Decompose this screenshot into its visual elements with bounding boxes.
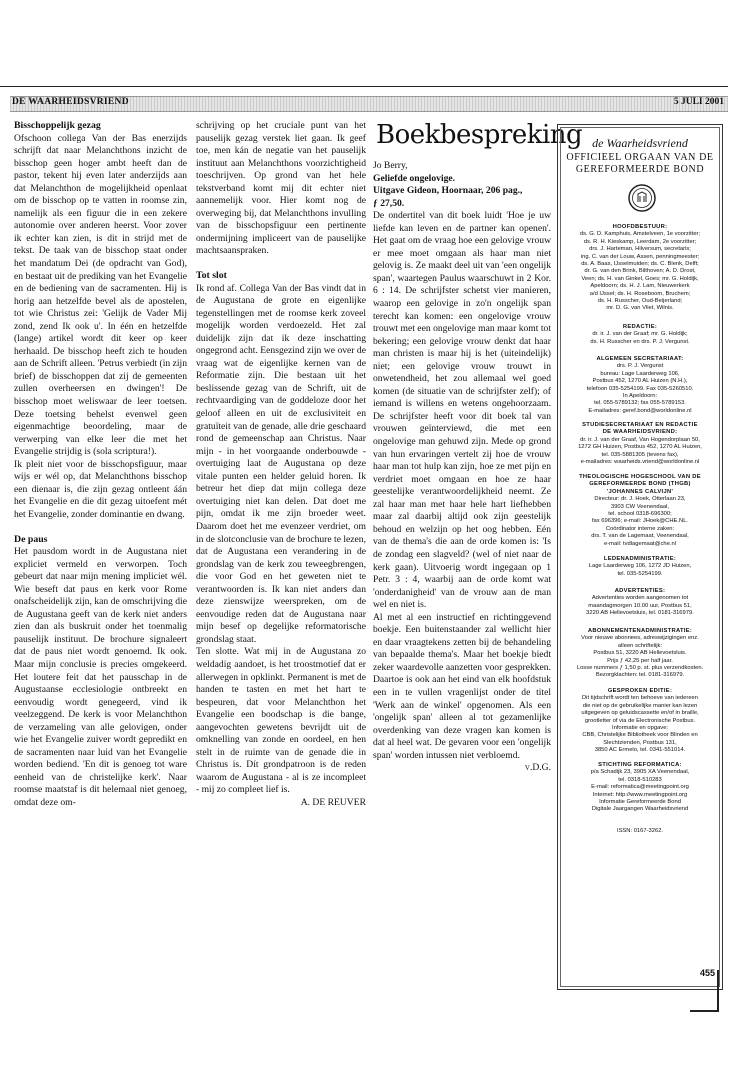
colophon-line: Postbus 51, 3220 AB Hellevoetsluis.: [593, 650, 687, 657]
colophon-line: ds. H. Russcher, Oud-Beijerland;: [597, 298, 683, 305]
colophon-line: tel. 0318-510283: [618, 776, 662, 783]
colophon-line: e-mail: tvdlagemaat@che.nl: [604, 540, 676, 547]
colophon-line: ds. G. D. Kamphuis, Amstelveen, 1e voorzitter;: [579, 231, 701, 238]
colophon-line: Losse nummers ƒ 1,50 p. st. plus verzendkosten.: [576, 665, 704, 672]
section-advertenties: [565, 588, 715, 618]
paragraph: Ik pleit niet voor de bisschopsfiguur, maar wijs er wél op, dat Melanchthons bisschop een dienaar is, die zijn gezag ontleent áán het Evangelie en die dit gezag uitoefent mét het Evangelie, zonder dominantie en dwang.: [14, 458, 187, 520]
colophon-line: Veen; ds. H. van Ginkel, Goes; mr. G. Holdijk,: [581, 275, 699, 282]
paragraph: De ondertitel van dit boek luidt 'Hoe je uw liefde kan leven en de partner kan openen'. Het gaat om de vraag hoe een gelovige vrouw er mee moet omgaan als haar man niet gelovig is. Ze maakt deel uit van 'een ongelijk span', waartegen Paulus waarschuwt in 2 Kor. 6 : 14. De schrijfster schetst vier manieren, waarop een gelovige in zo'n ongelijk span terecht kan komen: een ongelovige vrouw trouwt met een ongelovige man maar komt tot bekering; een gelovige vrouw denkt dat haar man christen is maar hij is het (uiteindelijk) niet; een gelovige vrouw trouwt in onwetendheid, het zou allemaal wel goed komen (de situatie van de schrijfster zelf); of iemand is willens en wetens ongehoorzaam. De schrijfster heeft voor dit boek tal van vrouwen geïnterviewd, die met een ongelovige man gehuwd zijn. Mede op grond van hun ervaringen vertelt zij hoe de vrouw haar man tot hulp kan zijn, hoe ze met pijn en verdriet moet omgaan en hoe ze haar geestelijke verantwoordelijkheid neemt. Ze zal haar man met haar hele hart liefhebben maar zal daarbij altijd ook zijn geestelijk behoud en welzijn op het oog hebben. Eén van de thema's die aan de orde komen is: 'Is de zondag een slagveld? (wel of niet naar de kerk gaan). Uitvoerig wordt ingegaan op 1 Petr. 3 : 4, waarbij aan de orde komt wat 'onderdanigheid' van de vrouw aan de man wel en niet is.: [373, 210, 551, 611]
section-heading: De paus: [14, 533, 48, 545]
colophon-line: Informatie Gereformeerde Bond: [599, 799, 681, 806]
colophon-heading: STICHTING REFORMATICA:: [598, 762, 682, 768]
paragraph: Ik rond af. Collega Van der Bas vindt dat in de Augustana de grote en eigenlijke tegenstellingen met de roomse kerk zoveel mogelijk worden verdoezeld. Het zal duidelijk zijn dat ik deze inschatting ongegrond acht. Eensgezind zijn we over de vraag wat de eigenlijke kernen van de Reformatie zijn. Die bestaan uit het beslissende gezag van de Schrift, uit de rechtvaardiging van de goddeloze door het geloof alleen en uit de exclusiviteit en gratuïteit van de genade, alle drie geschaard rond de gemeenschap aan Christus. Naar mijn - in het voorgaande onderbouwde - overtuiging laat de Augustana op deze vitale punten een helder geluid horen. Ik betreur het diep dat mijn collega deze overtuiging niet kan delen. Dat doet me pijn, omdat ik me zijn broeder weet. Daarom doet het me evenzeer verdriet, om in de slotconclusie van de brochure te lezen, dat de Augustana een verandering in de grondslag van de kerk zou teweegbrengen, die voor God en het geweten niet te verantwoorden is. Ik kan niet anders dan deze zienswijze weerspreken, om de eenvoudige reden dat de Augustana naar mijn besef op degelijke reformatorische grondslag staat.: [196, 282, 366, 645]
colophon-heading: LEDENADMINISTRATIE:: [603, 556, 677, 562]
column-3: [373, 160, 551, 775]
colophon-heading: STUDIESECRETARIAAT EN REDACTIE: [582, 422, 698, 428]
colophon-heading: THEOLOGISCHE HOGESCHOOL VAN DE: [579, 474, 701, 480]
issn: ISSN: 0167-3262.: [616, 828, 664, 834]
colophon-subtitle: [565, 152, 715, 176]
colophon-line: dr. G. van den Brink, Bilthoven; A. D. Drost,: [584, 268, 696, 275]
colophon-line: grootletter of via de Electronische Postbus.: [584, 717, 696, 724]
colophon-line: Digitale Jaargangen Waarheidsvriend: [591, 806, 689, 813]
colophon-line: 1272 GH Huizen, Postbus 452, 1270 AL Huizen,: [578, 444, 702, 451]
colophon-line: E-mail: reformatica@meetingpoint.org: [591, 784, 689, 791]
colophon-line: dr. ir. J. van der Graaf; mr. G. Holdijk;: [592, 331, 688, 338]
section-heading: Tot slot: [196, 270, 227, 282]
corner-mark: [717, 970, 719, 1012]
section-redactie: [565, 324, 715, 346]
section-ledenadministratie: [565, 556, 715, 578]
colophon-line: ds. R. H. Kieskamp, Leerdam, 2e voorzitter;: [583, 238, 697, 245]
colophon-line: Prijs ƒ 42,25 per half jaar.: [607, 657, 673, 664]
colophon-heading: DE WAARHEIDSVRIEND:: [602, 429, 678, 436]
colophon-heading: REDACTIE:: [622, 324, 658, 330]
colophon-line: ing. C. van der Louw, Assen, penningmeester;: [580, 253, 700, 260]
colophon-line: tel. 035-5881305 (tevens fax),: [601, 451, 679, 458]
paragraph: Al met al een instructief en richtinggevend boekje. Een buitenstaander zal wellicht hier en daar vraagtekens zetten bij de behandeling van bepaalde thema's. Maar het boekje biedt zeker waardevolle aanzetten voor gesprekken. Daartoe is ook aan het eind van elk hoofdstuk een in te vullen vragenlijst onder de titel 'Werk aan de winkel' opgenomen. Als een 'ongelijk span' alleen al tot gezamenlijke overdenking van deze vragen kan komen is dat al heel wat. De gevaren voor een 'ongelijk span' worden intussen niet verbloemd.: [373, 611, 551, 761]
book-author: Jo Berry,: [373, 160, 408, 171]
colophon-line: CBB, Christelijke Bibliotheek voor Blinden en: [582, 732, 698, 739]
paragraph: Het pausdom wordt in de Augustana niet expliciet vermeld en verworpen. Toch gebeurt dat naar mijn mening impliciet wél. Wie beseft dat paus en kerk voor Rome onafscheidelijk zijn, kan de omschrijving die de Augustana geeft van de kerk niet anders zien dan als buskruit onder het toenmalig pauselijk instituut. De brochure signaleert dat de paus niet wordt genoemd. Ik ook. Maar mijn conclusie is precies omgekeerd. Het loutere feit dat het pausschap in de Augustaanse ecclesiologie ontbreekt en eenvoudig wordt genegeerd, vind ik veelzeggend. De kerk is voor Melanchthon de verzameling van alle gelovigen, onder wie het Evangelie zuiver wordt gepredikt en de sacramenten naar luid van het Evangelie worden bediend. 'En dit is genoeg tot ware eenheid van de christelijke kerk'. Naar roomse maatstaf is dit helemaal niet genoeg, omdat deze om-: [14, 546, 187, 808]
bond-logo-icon: [628, 184, 656, 212]
colophon-line: maandagmorgen 10.00 uur, Postbus 51,: [588, 602, 692, 609]
colophon-title: de Waarheidsvriend: [592, 136, 688, 150]
colophon-heading: 'JOHANNES CALVIJN': [606, 488, 674, 495]
colophon-heading: ADVERTENTIES:: [614, 588, 666, 594]
colophon-line: In Apeldoorn:: [622, 393, 658, 400]
column-1: [14, 120, 187, 810]
section-stichting-reformatica: [565, 762, 715, 814]
colophon-heading: ALGEMEEN SECRETARIAAT:: [596, 356, 684, 362]
issue-date: 5 JULI 2001: [673, 97, 724, 107]
page-number: 455: [700, 968, 716, 978]
colophon-line: drs. J. Harteman, Hilversum, secretaris;: [589, 246, 691, 253]
author-signature: A. DE REUVER: [300, 796, 366, 808]
review-heading: Boekbespreking: [376, 120, 583, 150]
section-heading: Bisschoppelijk gezag: [14, 120, 101, 131]
section-secretariaat: [565, 356, 715, 415]
colophon-line: die niet op de gebruikelijke manier kan lezen: [582, 702, 698, 709]
subtitle-line: OFFICIEEL ORGAAN VAN DE: [566, 152, 714, 163]
colophon-line: alleen schriftelijk:: [617, 642, 663, 649]
colophon-line: Apeldoorn; ds. H. J. Lam, Nieuwerkerk: [590, 283, 690, 290]
colophon-line: 3903 CW Veenendaal,: [610, 503, 669, 510]
colophon-line: bureau: Lage Laarderweg 106,: [600, 370, 680, 377]
colophon-line: Bezorgklachten: tel. 0181-316979.: [595, 672, 685, 679]
section-abonnementen: [565, 628, 715, 680]
publication-name: DE WAARHEIDSVRIEND: [12, 97, 129, 107]
colophon-line: Lage Laarderweg 106, 1272 JD Huizen,: [588, 563, 692, 570]
colophon-line: a/d IJssel; ds. H. Roseboom, Bruchem;: [589, 290, 691, 297]
book-title: Geliefde ongelovige.: [373, 172, 456, 184]
section-gesproken-editie: [565, 688, 715, 755]
section-studiesecretariaat: [565, 422, 715, 466]
colophon-line: Advertenties worden aangenomen tot: [591, 595, 689, 602]
book-publisher: Uitgave Gideon, Hoornaar, 206 pag.,: [373, 185, 523, 197]
top-rule: [0, 86, 728, 87]
section-thgb: [565, 474, 715, 548]
subtitle-line: GEREFORMEERDE BOND: [575, 164, 705, 175]
colophon-line: Postbus 452, 1270 AL Huizen (N.H.),: [592, 378, 688, 385]
paragraph: Ten slotte. Wat mij in de Augustana zo weldadig aandoet, is het troostmotief dat er allerwegen in opklinkt. Permanent is met de handen te tasten en met het hart te bespeuren, dat voor Melanchthon het Evangelie een boodschap is die bange, aangevochten gewetens bevrijdt uit de omknelling van zonde en oordeel, en hen stelt in de ruimte van de genade die in Christus is. Dít grondpatroon is de reden waarom de Augustana - al is ze incompleet - mij zo compleet lief is.: [196, 646, 366, 796]
colophon-line: fax 696396; e-mail: JHoek@CHE.NL.: [591, 518, 689, 525]
colophon-line: Dit tijdschrift wordt ten behoeve van iedereen: [581, 695, 698, 702]
book-price: ƒ 27,50.: [373, 197, 405, 209]
colophon-line: mr. D. G. van Vliet, Wilnis.: [606, 305, 674, 312]
colophon-line: Coördinator interne zaken:: [605, 525, 675, 532]
section-hoofdbestuur: [565, 224, 715, 313]
column-2: [196, 120, 366, 810]
colophon-heading: HOOFDBESTUUR:: [612, 224, 668, 230]
colophon-line: dr. ir. J. van der Graaf, Van Hogendorplaan 50,: [580, 436, 700, 443]
colophon-line: Internet: http://www.meetingpoint.org: [592, 791, 688, 798]
colophon-heading: GEREFORMEERDE BOND (THGB): [589, 481, 691, 488]
colophon-line: tel. 055-5789132; fax 055-5789153.: [594, 400, 686, 407]
colophon-line: E-mailadres: geref.bond@worldonline.nl: [588, 407, 692, 414]
colophon-line: tel. 035-5254199.: [617, 570, 663, 577]
colophon-line: uitgegeven op geluidscassette en/of in braille,: [581, 710, 699, 717]
colophon-line: ds. A. Baas, IJsselmuiden; ds. C. Blenk, Delft;: [581, 261, 699, 268]
colophon-heading: ABONNEMENTENADMINISTRATIE:: [587, 628, 693, 634]
colophon-line: Directeur: dr. J. Hoek, Otterlaan 23,: [594, 496, 686, 503]
colophon-line: Informatie en opgave:: [611, 725, 669, 732]
paragraph: Ofschoon collega Van der Bas enerzijds schrijft dat naar Melanchthons inzicht de bisschop geen hoger ambt heeft dan de pastor, tekent hij even later anderzijds aan dat Melanchthon de mogelijkheid openlaat om de bisschop op te vatten in roomse zin, namelijk als een figuur die in een zekere autonomie over anderen heerst. Voor zover ik echter kan zien, is dit in strijd met de tekst. De taak van de bisschop staat onder het mandatum Dei (de opdracht van God), en bestaat uit de prediking van het Evangelie en de bediening van de sacramenten. Hij is horig aan hetzelfde bevel als de apostelen, tot wie Christus zei: 'Gelijk de Vader Mij zond, zend Ik ook u'. In één en hetzelfde (lange) artikel wordt dit keer op keer herhaald. De bisschop heeft zich te houden aan de Schrift alleen. 'Petrus verbiedt (in zijn brief) de bisschoppen dat zij de gemeenten zullen overheersen en dwingen'! De bisschop moet weliswaar de leer toetsen. Deze toetsing behelst evenwel geen eigenmachtige beoordeling, maar de verwerping van elke leer die met het Evangelie strijdig is (sola scriptura!).: [14, 132, 187, 458]
corner-mark: [690, 1010, 719, 1012]
paragraph: schrijving op het cruciale punt van het pauselijk gezag verstek liet gaan. Ik geef toe, men kán de negatie van het pauselijk instituut aan Melanchthons voorzichtigheid toeschrijven. Op grond van het hele tekstverband komt mij dit echter niet aannemelijk voor. Hier komt nog de overweging bij, dat Melanchthons invulling van de bisschopsfiguur een pertinente ondermijning impliceert van de pauselijke machtsaanspraken.: [196, 120, 366, 257]
colophon-line: telefoon 035-5254199. Fax 035-5260510.: [586, 385, 694, 392]
colophon-heading: GESPROKEN EDITIE:: [607, 688, 673, 694]
colophon-line: 3220 AB Hellevoetsluis, tel. 0181-316979.: [586, 610, 694, 617]
colophon-line: drs. P. J. Vergunst: [616, 363, 664, 370]
reviewer-signature: v.D.G.: [524, 762, 551, 774]
colophon-line: Voor nieuwe abonnees, adreswijzigingen enz.: [581, 635, 699, 642]
colophon-line: tel. school 0318-696300;: [608, 511, 672, 518]
colophon-line: ds. H. Russcher en drs. P. J. Vergunst.: [590, 338, 690, 345]
colophon-line: e-mailadres: waarheids.vriend@worldonline.nl: [580, 459, 700, 466]
colophon-line: p/a Schadijk 23, 3905 XA Veenendaal,: [590, 769, 690, 776]
colophon-line: Slechtzienden, Postbus 131,: [603, 739, 677, 746]
colophon-box: [557, 124, 723, 990]
colophon-line: 3850 AC Ermelo, tel. 0341-551014.: [594, 747, 686, 754]
colophon-line: drs. T. van de Lagemaat, Veenendaal,: [591, 533, 689, 540]
